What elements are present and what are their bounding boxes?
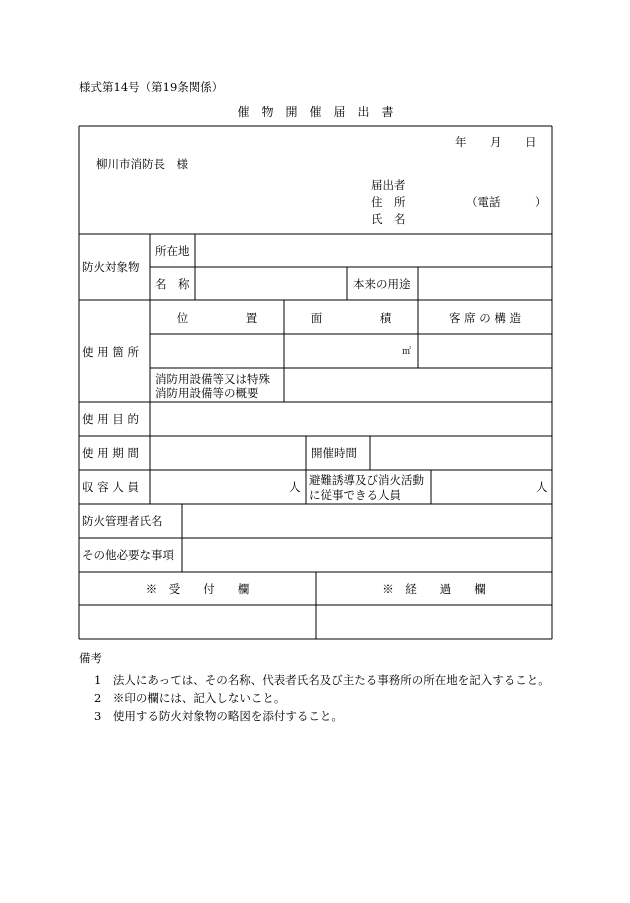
capacity-unit: 人 <box>289 480 301 494</box>
area-unit: ㎡ <box>402 347 412 357</box>
note-item <box>94 709 343 723</box>
seat-structure-header: 客 席 の 構 造 <box>448 311 522 325</box>
note-text: ※印の欄には、記入しないこと。 <box>112 691 286 705</box>
capacity-label: 収 容 人 員 <box>82 480 139 494</box>
original-use-label: 本来の用途 <box>353 277 411 291</box>
target-label: 防火対象物 <box>82 260 140 274</box>
note-number: 1 <box>94 673 102 687</box>
staff-label-line2: に従事できる人員 <box>309 488 401 502</box>
form-number: 様式第14号（第19条関係） <box>79 80 224 94</box>
fire-manager-label: 防火管理者氏名 <box>82 514 163 528</box>
addressee: 柳川市消防長 様 <box>96 157 188 171</box>
note-text: 使用する防火対象物の略図を添付すること。 <box>112 709 343 723</box>
note-number: 2 <box>94 691 102 705</box>
purpose-label: 使 用 目 的 <box>82 412 139 426</box>
usage-area-label: 使 用 箇 所 <box>82 345 139 359</box>
position-header: 位 置 <box>176 311 258 325</box>
equipment-label-line2: 消防用設備等の概要 <box>155 386 259 400</box>
name-label: 氏 名 <box>371 212 406 226</box>
note-number: 3 <box>94 709 102 723</box>
date-day-label: 日 <box>525 135 537 149</box>
hours-label: 開催時間 <box>311 446 357 460</box>
phone-label: （電話 ） <box>466 195 547 209</box>
reception-header: ※ 受 付 欄 <box>145 582 250 596</box>
address-label: 住 所 <box>371 195 406 209</box>
notes-title: 備考 <box>79 651 102 665</box>
note-item <box>94 673 550 687</box>
area-header: 面 積 <box>310 311 392 325</box>
staff-label-line1: 避難誘導及び消火活動 <box>309 473 424 487</box>
staff-unit: 人 <box>536 480 548 494</box>
equipment-label-line1: 消防用設備等又は特殊 <box>155 372 270 386</box>
target-name-label: 名 称 <box>155 277 190 291</box>
date-year-label: 年 <box>455 135 467 149</box>
date-month-label: 月 <box>490 135 502 149</box>
document-title: 催 物 開 催 届 出 書 <box>237 105 394 119</box>
note-text: 法人にあっては、その名称、代表者氏名及び主たる事務所の所在地を記入すること。 <box>112 673 550 687</box>
progress-header: ※ 経 過 欄 <box>382 582 486 596</box>
location-label: 所在地 <box>155 244 190 258</box>
note-item <box>94 691 285 705</box>
period-label: 使 用 期 間 <box>82 446 139 460</box>
notifier-label: 届出者 <box>371 178 406 192</box>
other-items-label: その他必要な事項 <box>82 548 174 562</box>
